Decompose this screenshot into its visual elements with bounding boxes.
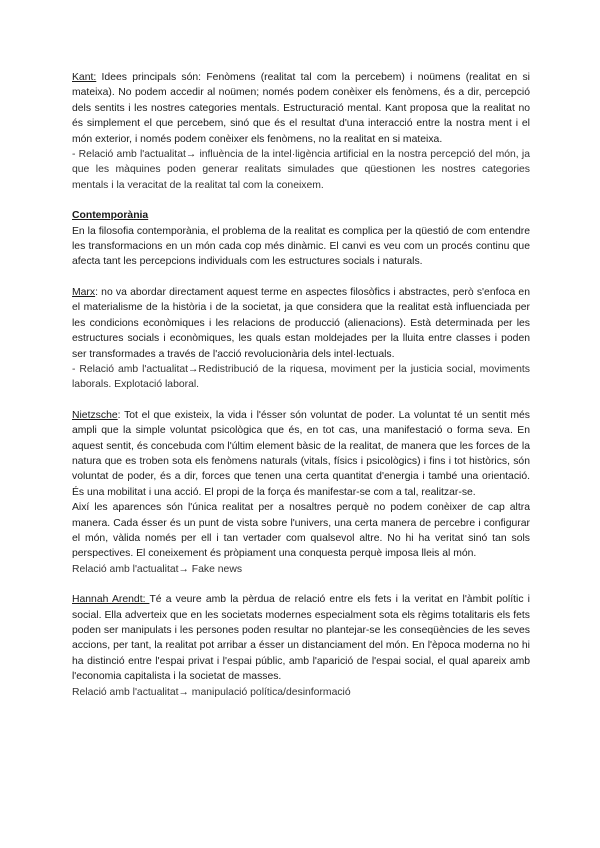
marx-name: Marx — [72, 286, 96, 298]
arendt-body: Té a veure amb la pèrdua de relació entre els fets i la veritat en l'àmbit polític i social. Ella adverteix que en les societats modernes especialment sota els règims totalitaris els fets poden ser manipulats i les persones poden resultar no plantejar-se les conseqüències de les seves accions, per tant, la realitat pot arribar a ésser un distanciament del món. En l'època moderna no hi ha distinció entre l'espai privat i l'espai públic, amb l'aparició de l'espai social, el qual apareix amb l'economia capitalista i la societat de masses. — [72, 594, 530, 683]
arendt-name: Hannah Arendt: — [72, 594, 150, 606]
document-page — [72, 70, 530, 700]
marx-body: : no va abordar directament aquest terme en aspectes filosòfics i abstractes, però s'enfoca en el materialisme de la història i de la societat, ja que considera que la realitat està influenciada per les condicions econòmiques i les relacions de producció (alienacions). Està determinada per les estructures socials i econòmiques, les quals estan moldejades per la lluita entre classes i poden ser transformades a través de l'acció revolucionària dels intel·lectuals. — [72, 286, 530, 360]
nietzsche-paragraph — [72, 408, 530, 500]
contemporania-heading: Contemporània — [72, 210, 149, 222]
kant-paragraph — [72, 70, 530, 147]
spacer — [72, 193, 530, 208]
marx-paragraph — [72, 285, 530, 362]
contemporania-body: En la filosofia contemporània, el problema de la realitat es complica per la qüestió de com entendre les transformacions en un món cada cop més dinàmic. El canvi es veu com un procés continu que afecta tant les percepcions individuals com les estructures socials i naturals. — [72, 225, 530, 268]
nietzsche-name: Nietzsche — [72, 409, 118, 421]
marx-relation: - Relació amb l'actualitat→Redistribució de la riquesa, moviment per la justicia social, moviments laborals. Explotació laboral. — [72, 363, 530, 391]
arendt-paragraph — [72, 592, 530, 684]
kant-body: Idees principals són: Fenòmens (realitat tal com la percebem) i noümens (realitat en si mateixa). No podem accedir al noümen; només podem conèixer els fenòmens, és a dir, percepció dels sentits i les nostres categories mentals. Estructuració mental. Kant proposa que la realitat no és simplement el que percebem, sinó que és el resultat d'una interacció entre la nostra ment i el món exterior, i només podem conèixer els fenòmens, no la realitat en si mateixa. — [72, 72, 530, 145]
kant-name: Kant: — [72, 72, 97, 83]
nietzsche-body: : Tot el que existeix, la vida i l'ésser són voluntat de poder. La voluntat té un sentit més ampli que la simple voluntat psicològica que és, en tot cas, una manifestació o forma seva. En aquest sentit, és concebuda com l'últim element bàsic de la realitat, de manera que les forces de la natura que es troben sota els fenòmens naturals (vitals, físics i psicològics) i fins i tot històrics, són voluntat de poder, és a dir, forces que tenen una certa quantitat d'energia i també una orientació. És una mobilitat i una acció. El propi de la força és manifestar-se com a tal, realitzar-se. — [72, 409, 530, 498]
kant-relation: - Relació amb l'actualitat→ influència de la intel·ligència artificial en la nostra percepció del món, ja que les màquines poden generar realitats simulades que qüestionen les nostres categories mentals i la veracitat de la realitat tal com la coneixem. — [72, 149, 530, 191]
spacer — [72, 393, 530, 408]
spacer — [72, 577, 530, 592]
arendt-relation: Relació amb l'actualitat→ manipulació política/desinformació — [72, 686, 351, 698]
nietzsche-body-2: Així les aparences són l'única realitat per a nosaltres perquè no podem conèixer de cap altra manera. Cada ésser és un punt de vista sobre l'univers, una certa manera de percebre i configurar el món, vàlida només per ell i tan vertader com qualsevol altre. No hi ha veritat sinó tan sols perspectives. El coneixement és pròpiament una conquesta perquè imposa lleis al món. — [72, 502, 530, 560]
spacer — [72, 270, 530, 285]
nietzsche-relation: Relació amb l'actualitat→ Fake news — [72, 563, 243, 575]
